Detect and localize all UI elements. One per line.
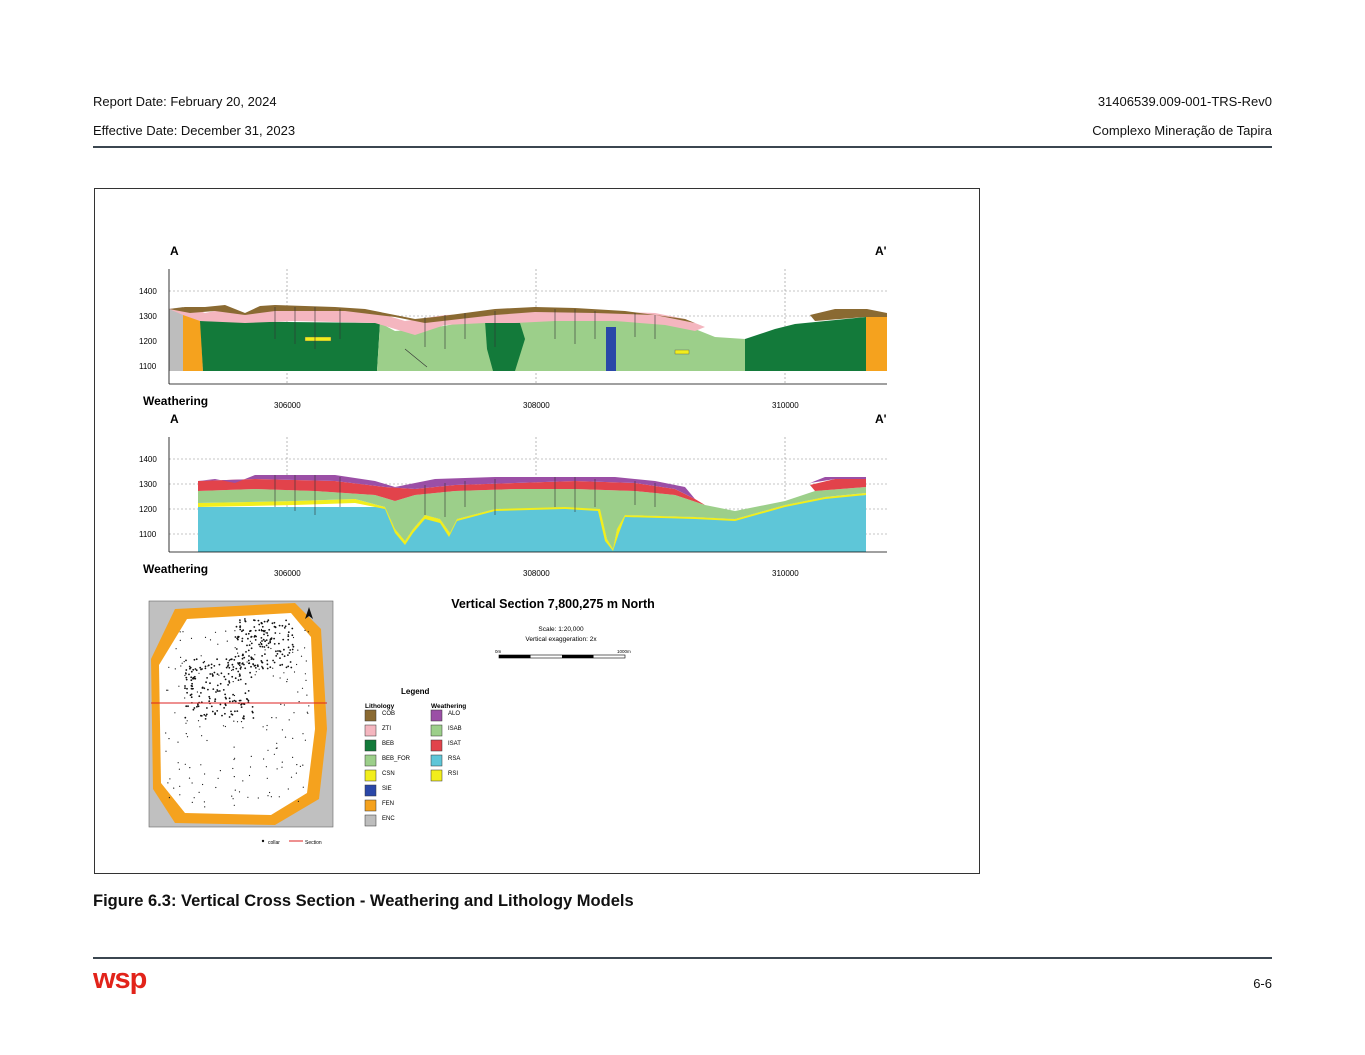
lithology-x-tick: 310000 xyxy=(772,401,799,410)
lithology-swatch-sie xyxy=(365,785,376,796)
project-name: Complexo Mineração de Tapira xyxy=(1092,123,1272,138)
weathering-y-tick: 1400 xyxy=(139,455,157,464)
weathering-heading: Weathering xyxy=(431,703,467,710)
weathering-panel xyxy=(139,412,887,578)
fen-unit-east xyxy=(866,315,887,371)
report-date: Report Date: February 20, 2024 xyxy=(93,94,277,109)
weathering-x-tick: 306000 xyxy=(274,569,301,578)
lithology-y-tick: 1200 xyxy=(139,337,157,346)
footer-rule xyxy=(93,957,1272,959)
document-id: 31406539.009-001-TRS-Rev0 xyxy=(1097,94,1272,109)
weathering-swatch-rsa xyxy=(431,755,442,766)
section-start-label: A xyxy=(170,244,179,258)
lithology-swatch-zti xyxy=(365,725,376,736)
lithology-label-beb: BEB xyxy=(382,741,395,747)
legend xyxy=(365,687,466,826)
figure-caption: Figure 6.3: Vertical Cross Section - Weathering and Lithology Models xyxy=(93,892,634,910)
page-number: 6-6 xyxy=(1253,976,1272,991)
section-start-label: A xyxy=(170,412,179,426)
lithology-panel-label: Weathering xyxy=(143,394,209,408)
weathering-label-alo: ALO xyxy=(448,711,461,717)
enc-unit xyxy=(169,307,183,371)
weathering-label-rsi: RSI xyxy=(448,771,459,777)
lithology-label-zti: ZTI xyxy=(382,726,391,732)
weathering-y-tick: 1100 xyxy=(139,530,157,539)
weathering-x-tick: 308000 xyxy=(523,569,550,578)
lithology-swatch-cob xyxy=(365,710,376,721)
weathering-label-isab: ISAB xyxy=(448,726,462,732)
weathering-swatch-isat xyxy=(431,740,442,751)
lithology-y-tick: 1300 xyxy=(139,312,157,321)
weathering-y-tick: 1300 xyxy=(139,480,157,489)
weathering-label-isat: ISAT xyxy=(448,741,461,747)
section-end-label: A' xyxy=(875,412,887,426)
weathering-panel-label: Weathering xyxy=(143,562,209,576)
weathering-label-rsa: RSA xyxy=(448,756,461,762)
collar-legend-label: collar xyxy=(268,840,280,846)
section-title-block xyxy=(451,597,655,658)
scale-bar xyxy=(499,655,625,658)
location-map xyxy=(121,601,333,847)
vertical-exaggeration-text: Vertical exaggeration: 2x xyxy=(525,636,597,643)
cross-section-figure xyxy=(95,189,979,873)
lithology-label-fen: FEN xyxy=(382,801,394,807)
lithology-x-tick: 306000 xyxy=(274,401,301,410)
lithology-label-enc: ENC xyxy=(382,816,395,822)
collar-legend-icon xyxy=(262,840,264,842)
csn-lens-1 xyxy=(305,337,331,341)
section-title: Vertical Section 7,800,275 m North xyxy=(451,597,655,611)
scale-text: Scale: 1:20,000 xyxy=(538,626,584,633)
legend-title: Legend xyxy=(401,687,430,696)
section-end-label: A' xyxy=(875,244,887,258)
beb-unit-west xyxy=(200,321,380,371)
lithology-swatch-enc xyxy=(365,815,376,826)
csn-lens-2 xyxy=(675,350,689,354)
figure-frame xyxy=(94,188,980,874)
weathering-swatch-alo xyxy=(431,710,442,721)
lithology-label-csn: CSN xyxy=(382,771,395,777)
lithology-heading: Lithology xyxy=(365,703,395,710)
section-legend-label: Section xyxy=(305,840,322,846)
intrusion-interior xyxy=(159,613,315,815)
weathering-y-tick: 1200 xyxy=(139,505,157,514)
lithology-swatch-csn xyxy=(365,770,376,781)
lithology-panel xyxy=(139,244,887,410)
lithology-label-beb-for: BEB_FOR xyxy=(382,756,411,762)
weathering-legend-list xyxy=(431,710,462,781)
beb-unit-east xyxy=(745,317,866,371)
weathering-x-tick: 310000 xyxy=(772,569,799,578)
lithology-y-tick: 1100 xyxy=(139,362,157,371)
effective-date: Effective Date: December 31, 2023 xyxy=(93,123,296,138)
weathering-swatch-isab xyxy=(431,725,442,736)
scale-bar-end: 1000m xyxy=(617,649,631,654)
wsp-logo xyxy=(93,964,157,998)
lithology-label-cob: COB xyxy=(382,711,396,717)
lithology-swatch-beb xyxy=(365,740,376,751)
lithology-y-tick: 1400 xyxy=(139,287,157,296)
lithology-legend-list xyxy=(365,710,411,826)
lithology-x-tick: 308000 xyxy=(523,401,550,410)
scale-bar-start: 0m xyxy=(495,649,502,654)
header-rule xyxy=(93,146,1272,148)
lithology-label-sie: SIE xyxy=(382,786,392,792)
weathering-swatch-rsi xyxy=(431,770,442,781)
wsp-logo-text: wsp xyxy=(93,964,147,995)
lithology-swatch-beb-for xyxy=(365,755,376,766)
sie-dyke xyxy=(606,327,616,371)
lithology-swatch-fen xyxy=(365,800,376,811)
fen-unit-west xyxy=(183,314,203,371)
